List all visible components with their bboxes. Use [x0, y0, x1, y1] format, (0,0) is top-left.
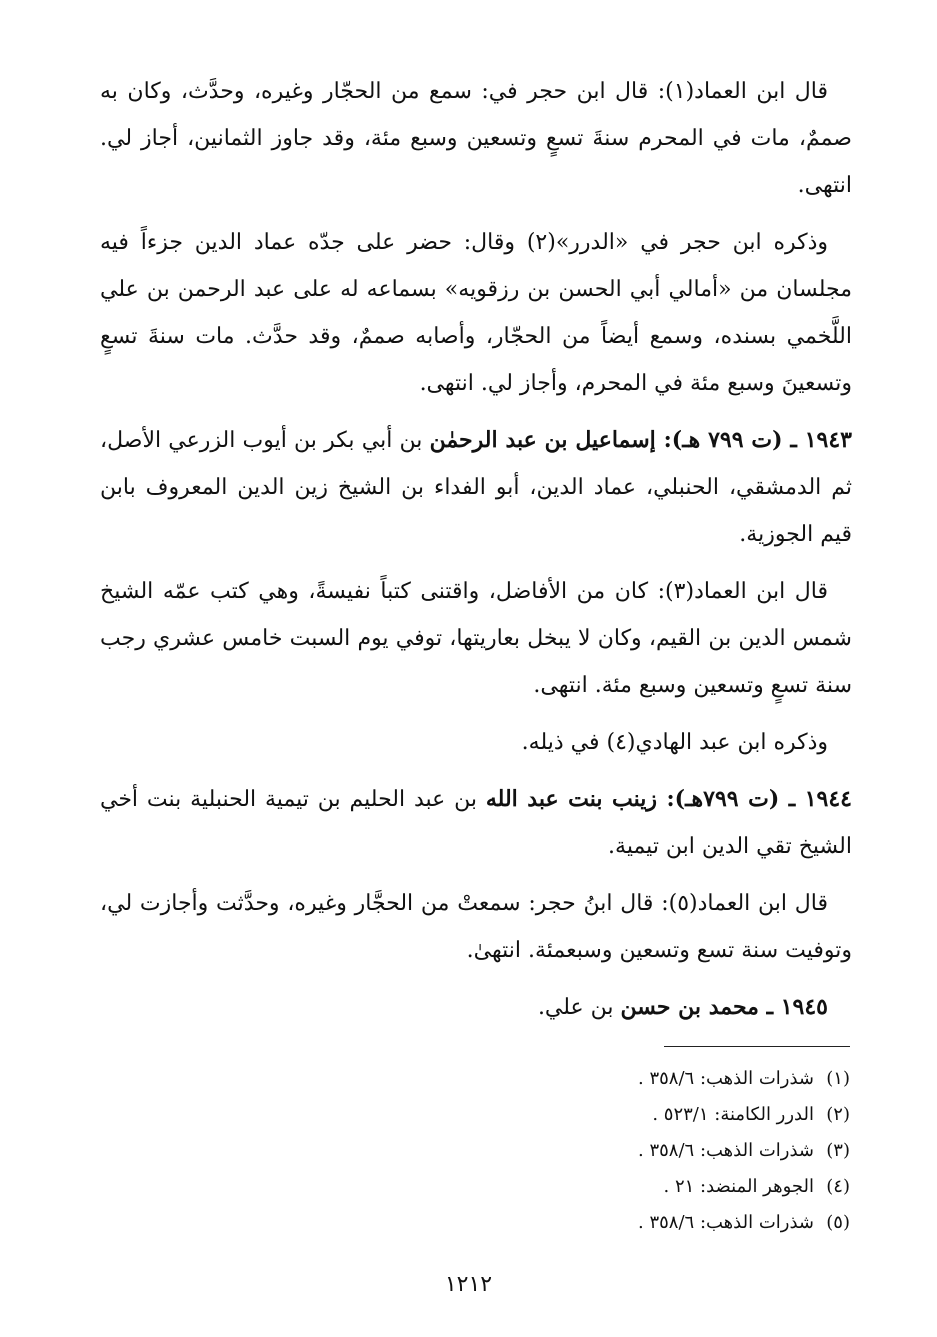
footnote-number: (٢): [826, 1104, 850, 1125]
footnote-text: شذرات الذهب: ٣٥٨/٦ .: [638, 1212, 814, 1233]
footnote-number: (٣): [826, 1140, 850, 1161]
paragraph-ibn-al-imad-5: قال ابن العماد(٥): قال ابنُ حجر: سمعتْ من الحجَّار وغيره، وحدَّثت وأجازت لي، وتوفيت سنة تسع وتسعين وسبعمئة. انتهىٰ.: [100, 891, 852, 963]
footnote-text: الجوهر المنضد: ٢١ .: [663, 1176, 814, 1197]
footnote-divider: [664, 1046, 850, 1047]
entry-1943: [100, 417, 852, 558]
footnote-item: [98, 1133, 850, 1169]
footnotes: [98, 1046, 850, 1241]
footnote-number: (٥): [826, 1212, 850, 1233]
entry-1945: [100, 984, 852, 1031]
footnote-text: شذرات الذهب: ٣٥٨/٦ .: [638, 1068, 814, 1089]
footnote-item: [98, 1169, 850, 1205]
paragraph-ibn-abd-al-hadi: وذكره ابن عبد الهادي(٤) في ذيله.: [521, 730, 828, 755]
entry-1945-text: بن علي.: [537, 995, 621, 1020]
footnote-text: الدرر الكامنة: ٥٢٣/١ .: [652, 1104, 814, 1125]
paragraph-ibn-al-imad-1: قال ابن العماد(١): قال ابن حجر في: سمع من الحجّار وغيره، وحدَّث، وكان به صممٌ، مات في المحرم سنةَ تسعٍ وتسعين وسبع مئة، وقد جاوز الثمانين، أجاز لي. انتهى.: [100, 79, 852, 198]
entry-1945-heading: ١٩٤٥ ـ محمد بن حسن: [620, 994, 828, 1020]
page-body: [100, 68, 852, 1041]
entry-1944-text: بن عبد الحليم بن تيمية الحنبلية بنت أخي الشيخ تقي الدين ابن تيمية.: [100, 787, 852, 859]
entry-1943-heading: ١٩٤٣ ـ (ت ٧٩٩ هـ): إسماعيل بن عبد الرحمٰن: [429, 427, 852, 453]
footnote-text: شذرات الذهب: ٣٥٨/٦ .: [638, 1140, 814, 1161]
page-number: ١٢١٢: [444, 1272, 493, 1297]
footnote-number: (١): [826, 1068, 850, 1089]
footnote-item: [98, 1205, 850, 1241]
entry-1944: [100, 776, 852, 870]
footnote-item: [98, 1061, 850, 1097]
entry-1944-heading: ١٩٤٤ ـ (ت ٧٩٩هـ): زينب بنت عبد الله: [485, 786, 852, 812]
footnote-item: [98, 1097, 850, 1133]
entry-1943-text: بن أبي بكر بن أيوب الزرعي الأصل، ثم الدمشقي، الحنبلي، عماد الدين، أبو الفداء بن الشيخ زين الدين المعروف بابن قيم الجوزية.: [100, 428, 852, 547]
footnote-number: (٤): [826, 1176, 850, 1197]
paragraph-durar: وذكره ابن حجر في «الدرر»(٢) وقال: حضر على جدّه عماد الدين جزءاً فيه مجلسان من «أمالي أبي الحسن بن رزقويه» بسماعه له على عبد الرحمن بن علي اللَّخمي بسنده، وسمع أيضاً من الحجّار، وأصابه صممٌ، وقد حدَّث. مات سنةَ تسعٍ وتسعينَ وسبع مئة في المحرم، وأجاز لي. انتهى.: [100, 230, 852, 396]
paragraph-ibn-al-imad-3: قال ابن العماد(٣): كان من الأفاضل، واقتنى كتباً نفيسةً، وهي كتب عمّه الشيخ شمس الدين بن القيم، وكان لا يبخل بعاريتها، توفي يوم السبت خامس عشري رجب سنة تسعٍ وتسعين وسبع مئة. انتهى.: [100, 579, 852, 698]
